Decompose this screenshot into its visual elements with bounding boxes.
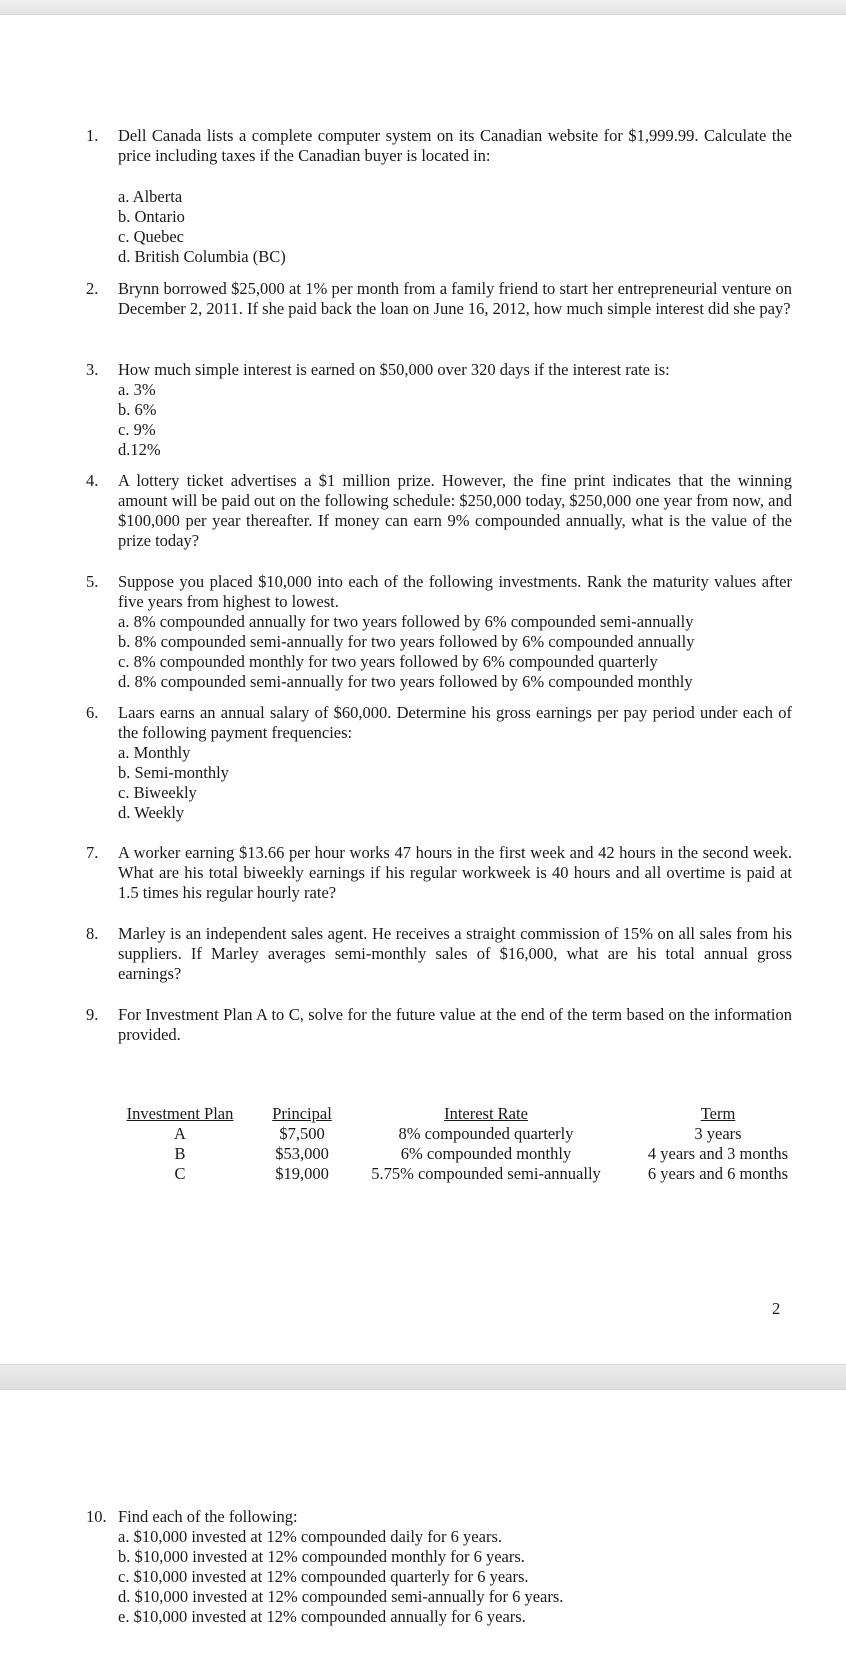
document-page-3 <box>0 1389 846 1659</box>
question-text: A worker earning $13.66 per hour works 47 hours in the first week and 42 hours in the second week. What are his total biweekly earnings if his regular workweek is 40 hours and all overtime is paid at 1.5 times his regular hourly rate? <box>118 843 792 902</box>
question-3 <box>86 360 792 460</box>
question-options <box>118 187 792 267</box>
table-column-principal <box>259 1104 345 1184</box>
question-text: Brynn borrowed $25,000 at 1% per month from a family friend to start her entrepreneurial venture on December 2, 2011. If she paid back the loan on June 16, 2012, how much simple interest did she pay? <box>118 279 792 318</box>
question-2 <box>86 279 792 319</box>
page-number: 2 <box>772 1299 781 1318</box>
option-item: d. Weekly <box>118 803 185 822</box>
question-number: 6. <box>86 703 99 722</box>
question-4 <box>86 471 792 551</box>
question-number: 9. <box>86 1005 99 1024</box>
question-number: 3. <box>86 360 99 379</box>
table-column-rate <box>362 1104 610 1184</box>
question-text: A lottery ticket advertises a $1 million prize. However, the fine print indicates that the winning amount will be paid out on the following schedule: $250,000 today, $250,000 one year from now, and $100,000 per year thereafter. If money can earn 9% compounded annually, what is the value of the prize today? <box>118 471 792 550</box>
option-item: c. Quebec <box>118 227 184 246</box>
document-page-2 <box>0 15 846 1363</box>
option-item: a. 8% compounded annually for two years followed by 6% compounded semi-annually <box>118 612 694 631</box>
option-item: a. $10,000 invested at 12% compounded daily for 6 years. <box>118 1527 502 1546</box>
question-text: Dell Canada lists a complete computer system on its Canadian website for $1,999.99. Calculate the price including taxes if the Canadian buyer is located in: <box>118 126 792 165</box>
option-item: c. 9% <box>118 420 156 439</box>
page-separator <box>0 1364 846 1390</box>
option-item: c. 8% compounded monthly for two years followed by 6% compounded quarterly <box>118 652 658 671</box>
option-item: b. Ontario <box>118 207 185 226</box>
option-item: b. Semi-monthly <box>118 763 229 782</box>
option-item: e. $10,000 invested at 12% compounded annually for 6 years. <box>118 1607 526 1626</box>
table-cell: 4 years and 3 months <box>647 1144 789 1163</box>
question-number: 10. <box>86 1507 107 1526</box>
question-options <box>118 612 792 692</box>
question-8 <box>86 924 792 984</box>
table-cell: $7,500 <box>279 1124 325 1143</box>
question-text: How much simple interest is earned on $50,000 over 320 days if the interest rate is: <box>118 360 670 379</box>
option-item: b. 8% compounded semi-annually for two years followed by 6% compounded annually <box>118 632 695 651</box>
table-header: Term <box>700 1104 736 1123</box>
question-text: Suppose you placed $10,000 into each of the following investments. Rank the maturity values after five years from highest to lowest. <box>118 572 792 611</box>
table-cell: 6 years and 6 months <box>647 1164 789 1183</box>
question-1 <box>86 126 792 267</box>
table-cell: A <box>174 1124 186 1143</box>
question-6 <box>86 703 792 823</box>
table-cell: B <box>174 1144 186 1163</box>
question-7 <box>86 843 792 903</box>
question-number: 8. <box>86 924 99 943</box>
option-item: d.12% <box>118 440 161 459</box>
option-item: a. Alberta <box>118 187 183 206</box>
question-number: 5. <box>86 572 99 591</box>
option-item: b. 6% <box>118 400 157 419</box>
question-number: 7. <box>86 843 99 862</box>
question-10 <box>86 1507 792 1627</box>
question-text: For Investment Plan A to C, solve for the future value at the end of the term based on the information provided. <box>118 1005 792 1044</box>
question-5 <box>86 572 792 692</box>
question-text: Find each of the following: <box>118 1507 298 1526</box>
question-text: Laars earns an annual salary of $60,000. Determine his gross earnings per pay period under each of the following payment frequencies: <box>118 703 792 742</box>
question-text: Marley is an independent sales agent. He receives a straight commission of 15% on all sales from his suppliers. If Marley averages semi-monthly sales of $16,000, what are his total annual gross earnings? <box>118 924 792 983</box>
table-header: Interest Rate <box>444 1104 528 1123</box>
question-options <box>118 1527 792 1627</box>
option-item: a. 3% <box>118 380 156 399</box>
option-item: c. Biweekly <box>118 783 197 802</box>
table-column-term <box>628 1104 808 1184</box>
table-header: Investment Plan <box>126 1104 234 1123</box>
table-cell: $53,000 <box>275 1144 329 1163</box>
question-number: 1. <box>86 126 99 145</box>
option-item: c. $10,000 invested at 12% compounded quarterly for 6 years. <box>118 1567 529 1586</box>
option-item: b. $10,000 invested at 12% compounded monthly for 6 years. <box>118 1547 525 1566</box>
question-9 <box>86 1005 792 1045</box>
table-column-plan <box>120 1104 240 1184</box>
table-cell: $19,000 <box>275 1164 329 1183</box>
option-item: d. $10,000 invested at 12% compounded semi-annually for 6 years. <box>118 1587 564 1606</box>
table-cell: 8% compounded quarterly <box>398 1124 574 1143</box>
table-cell: 3 years <box>694 1124 742 1143</box>
option-item: a. Monthly <box>118 743 191 762</box>
question-options <box>118 743 792 823</box>
table-cell: C <box>174 1164 186 1183</box>
option-item: d. 8% compounded semi-annually for two years followed by 6% compounded monthly <box>118 672 693 691</box>
question-options <box>118 380 792 460</box>
table-cell: 5.75% compounded semi-annually <box>371 1164 601 1183</box>
question-number: 2. <box>86 279 99 298</box>
table-cell: 6% compounded monthly <box>400 1144 572 1163</box>
option-item: d. British Columbia (BC) <box>118 247 286 266</box>
table-header: Principal <box>272 1104 332 1123</box>
page-separator-top <box>0 0 846 15</box>
question-number: 4. <box>86 471 99 490</box>
